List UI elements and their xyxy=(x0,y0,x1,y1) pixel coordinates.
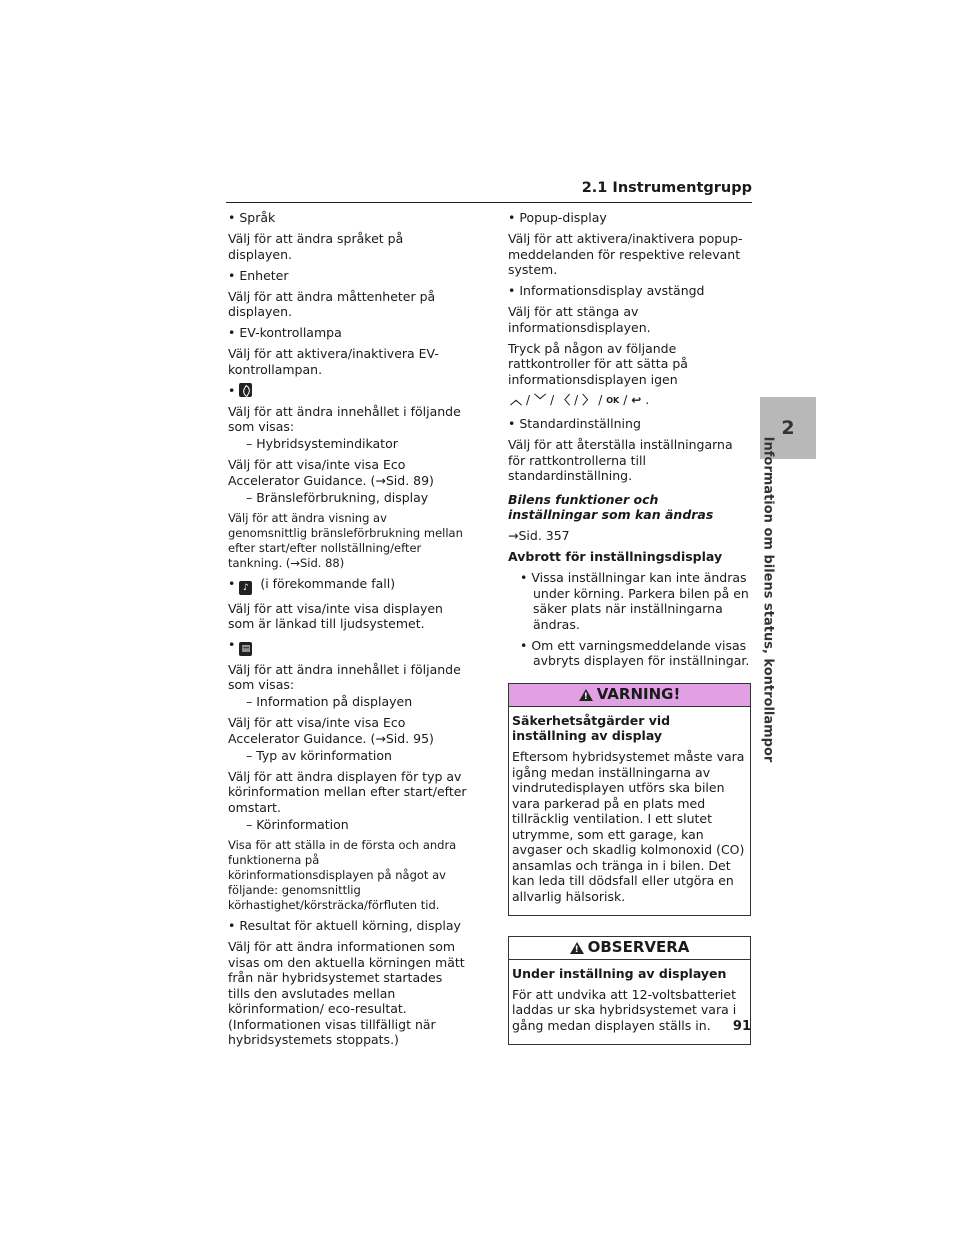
warning-triangle-icon xyxy=(579,689,593,701)
notice-triangle-icon xyxy=(570,942,584,954)
warning-header: ! VARNING! xyxy=(509,684,750,707)
change-ref: →Sid. 357 xyxy=(508,528,570,543)
ok-icon: OK xyxy=(606,395,620,405)
eco-dash-2-desc: Välj för att ändra visning av genomsnittlig bränsleförbrukning mellan efter start/efter nollställning/efter tankning. (→Sid. 88) xyxy=(228,510,463,570)
drive-dash-1: – Information på displayen xyxy=(246,694,413,709)
page-number: 91 xyxy=(732,1019,751,1034)
desc-off: Välj för att stänga av informationsdisplayen. xyxy=(508,304,651,335)
bullet-drive: • ▤ xyxy=(228,637,468,656)
cancel-bullet-1: • Vissa inställningar kan inte ändras under körning. Parkera bilen på en säker plats när inställningarna ändras. xyxy=(520,570,749,632)
drive-dash-2: – Typ av körinformation xyxy=(246,747,392,763)
steering-controls: ︿ / ﹀ / 〈 / 〉 / OK / ↩ . xyxy=(510,392,650,407)
bullet-sprak: • Språk xyxy=(228,210,276,225)
desc-drive: Välj för att ändra innehållet i följande som visas: xyxy=(228,661,461,692)
bullet-standard: • Standardinställning xyxy=(508,416,641,431)
warning-heading: Säkerhetsåtgärder vid inställning av display xyxy=(512,712,671,743)
warning-text: Eftersom hybridsystemet måste vara igång medan inställningarna av vindrutedisplayen utförs ska bilen vara parkerad på en plats med tillräcklig ventilation. I ett slutet utrymme, som ett garage, kan avgaser och skadlig kolmonoxid (CO) ansamlas och tränga in i bilen. Det kan leda till dödsfall eller utgöra en allvarlig hälsorisk. xyxy=(512,749,745,904)
drive-dash-3-desc: Visa för att ställa in de första och andra funktionerna på körinformationsdisplayen på något av följande: genomsnittlig körhastighet/körsträcka/förfluten tid. xyxy=(228,837,457,912)
desc-enheter: Välj för att ändra måttenheter på displayen. xyxy=(228,288,436,319)
desc-result: Välj för att ändra informationen som visas om den aktuella körningen mätt från när hybridsystemet startades tills den avslutades mellan körinformation/ eco-resultat. (Informationen visas tillfälligt när hybridsystemets stoppats.) xyxy=(228,939,465,1047)
left-column xyxy=(228,210,468,1053)
chapter-side-title: Information om bilens status, kontrollampor xyxy=(760,436,776,762)
music-note-icon: ♪ xyxy=(239,581,252,595)
desc-off-2: Tryck på någon av följande rattkontroller för att sätta på informationsdisplayen igen xyxy=(508,340,688,387)
notice-text: För att undvika att 12-voltsbatteriet laddas ur ska hybridsystemet vara i gång medan displayen ställs in. xyxy=(512,986,737,1033)
up-arrow-icon: ︿ xyxy=(510,392,523,407)
drive-dash-3: – Körinformation xyxy=(246,816,349,832)
cancel-bullet-2: • Om ett varningsmeddelande visas avbryts displayen för inställningar. xyxy=(520,637,750,668)
drive-info-icon: ▤ xyxy=(239,642,252,656)
back-icon: ↩ xyxy=(631,392,642,407)
warning-box xyxy=(508,683,751,916)
bullet-ev: • EV-kontrollampa xyxy=(228,325,342,340)
bullet-off: • Informationsdisplay avstängd xyxy=(508,283,705,298)
eco-leaf-icon xyxy=(239,383,252,397)
cancel-title: Avbrott för inställningsdisplay xyxy=(508,549,723,564)
drive-dash-1-desc: Välj för att visa/inte visa Eco Accelerator Guidance. (→Sid. 95) xyxy=(228,715,434,746)
eco-dash-2: – Bränsleförbrukning, display xyxy=(246,489,429,505)
right-column xyxy=(508,210,751,1045)
desc-audio: Välj för att visa/inte visa displayen som är länkad till ljudsystemet. xyxy=(228,600,443,631)
desc-standard: Välj för att återställa inställningarna för rattkontrollerna till standardinställning. xyxy=(508,437,733,483)
page-header xyxy=(226,180,752,203)
desc-popup: Välj för att aktivera/inaktivera popup-meddelanden för respektive relevant system. xyxy=(508,231,743,277)
bullet-popup: • Popup-display xyxy=(508,210,607,225)
section-title: 2.1 Instrumentgrupp xyxy=(581,180,752,196)
bullet-eco: • xyxy=(228,383,468,399)
bullet-enheter: • Enheter xyxy=(228,267,289,283)
bullet-result: • Resultat för aktuell körning, display xyxy=(228,918,461,933)
desc-eco: Välj för att ändra innehållet i följande som visas: xyxy=(228,403,461,434)
eco-dash-1-desc: Välj för att visa/inte visa Eco Accelerator Guidance. (→Sid. 89) xyxy=(228,457,434,488)
notice-box xyxy=(508,936,751,1045)
eco-dash-1: – Hybridsystemindikator xyxy=(246,436,398,451)
right-arrow-icon: 〉 xyxy=(582,392,595,407)
desc-ev: Välj för att aktivera/inaktivera EV-kontrollampan. xyxy=(228,346,439,377)
notice-heading: Under inställning av displayen xyxy=(512,965,727,981)
change-title: Bilens funktioner och inställningar som kan ändras xyxy=(508,491,714,522)
down-arrow-icon: ﹀ xyxy=(534,392,547,407)
chapter-number: 2 xyxy=(781,417,795,439)
notice-header: ! OBSERVERA xyxy=(509,937,750,960)
left-arrow-icon: 〈 xyxy=(558,392,571,407)
bullet-audio: • ♪ (i förekommande fall) xyxy=(228,576,396,593)
desc-sprak: Välj för att ändra språket på displayen. xyxy=(228,231,404,262)
drive-dash-2-desc: Välj för att ändra displayen för typ av körinformation mellan efter start/efter omstart. xyxy=(228,768,467,815)
